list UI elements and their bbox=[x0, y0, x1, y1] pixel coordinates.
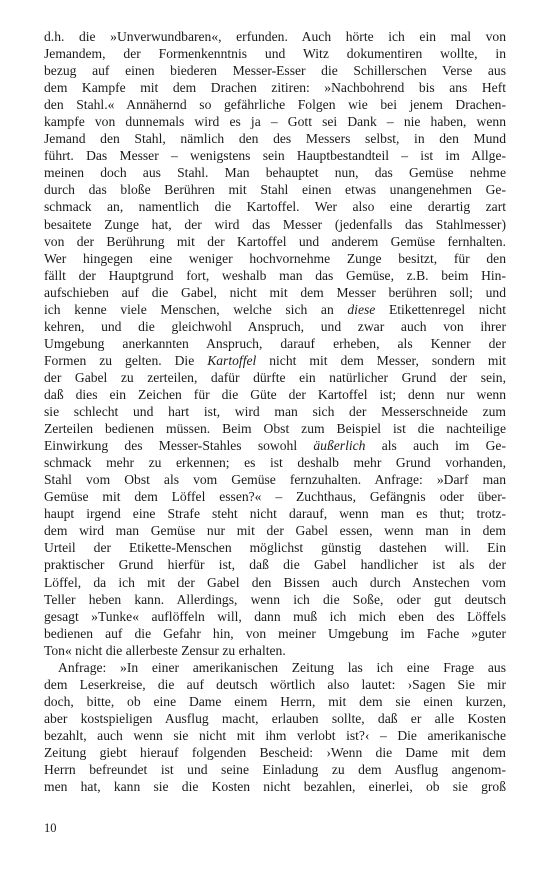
text-line bbox=[44, 352, 506, 369]
text-run: Gemüse mit dem Löffel essen?« – Zuchthaus, Gefängnis oder über- bbox=[44, 489, 506, 505]
text-run: Löffel, da ich mit der Gabel den Bissen auch durch Anstechen vom bbox=[44, 574, 506, 590]
text-run: Formen zu gelten. Die bbox=[44, 352, 208, 368]
text-line bbox=[44, 744, 506, 761]
text-run: als auch im Ge- bbox=[365, 438, 506, 454]
text-line bbox=[44, 778, 506, 795]
text-line bbox=[44, 403, 506, 420]
text-run: men hat, kann sie die Kosten nicht bezahlen, einerlei, ob sie groß bbox=[44, 779, 506, 795]
text-line bbox=[44, 625, 506, 642]
text-line bbox=[44, 45, 506, 62]
text-line bbox=[44, 471, 506, 488]
text-line bbox=[44, 386, 506, 403]
text-line bbox=[44, 335, 506, 352]
text-run: Wer hingegen eine weniger hochvornehme Zunge besitzt, für den bbox=[44, 250, 506, 266]
text-run: Zeitung giebt hierauf folgenden Bescheid: ›Wenn die Dame mit dem bbox=[44, 744, 506, 760]
text-line bbox=[44, 608, 506, 625]
text-line bbox=[44, 676, 506, 693]
text-line bbox=[44, 216, 506, 233]
text-line bbox=[44, 488, 506, 505]
text-run: praktischer Grund hierfür ist, daß die Gabel handlicher ist als der bbox=[44, 557, 506, 573]
text-run: durch das bloße Berühren mit Stahl einen etwas unangenehmen Ge- bbox=[44, 182, 506, 198]
text-run: sie schlecht und hart ist, wird man sich der Messerschneide zum bbox=[44, 404, 506, 420]
text-line bbox=[44, 62, 506, 79]
text-line bbox=[44, 164, 506, 181]
italic-text: diese bbox=[347, 301, 376, 317]
text-run: führt. Das Messer – wenigstens sein Hauptbestandteil – ist im Allge- bbox=[44, 148, 506, 164]
text-line bbox=[44, 113, 506, 130]
text-run: Urteil der Etikette-Menschen möglichst günstig dastehen will. Ein bbox=[44, 540, 506, 556]
text-line bbox=[44, 284, 506, 301]
text-run: Anfrage: »In einer amerikanischen Zeitung las ich eine Frage aus bbox=[58, 659, 506, 675]
text-line bbox=[44, 522, 506, 539]
text-line bbox=[44, 642, 506, 659]
text-run: bezug auf einen biederen Messer-Esser die Schillerschen Verse aus bbox=[44, 63, 506, 79]
text-line bbox=[44, 659, 506, 676]
text-line bbox=[44, 505, 506, 522]
text-line bbox=[44, 267, 506, 284]
text-line bbox=[44, 710, 506, 727]
text-line bbox=[44, 181, 506, 198]
text-line bbox=[44, 420, 506, 437]
text-run: dem wird man Gemüse nur mit der Gabel essen, wenn man in dem bbox=[44, 523, 506, 539]
text-run: bezahlt, auch wenn sie nicht mit ihm verlobt ist?‹ – Die amerikanische bbox=[44, 727, 506, 743]
text-run: von der Berührung mit der Kartoffel und anderem Gemüse fernhalten. bbox=[44, 233, 506, 249]
text-run: Stahl vom Obst als vom Gemüse fernzuhalten. Anfrage: »Darf man bbox=[44, 472, 506, 488]
text-run: doch, bitte, ob eine Dame einem Herrn, mit dem sie einen kurzen, bbox=[44, 693, 506, 709]
body-text bbox=[44, 28, 506, 795]
text-line bbox=[44, 539, 506, 556]
text-line bbox=[44, 130, 506, 147]
text-line bbox=[44, 96, 506, 113]
text-run: nicht mit dem Messer, sondern mit bbox=[256, 352, 506, 368]
text-line bbox=[44, 556, 506, 573]
italic-text: Kartoffel bbox=[207, 352, 257, 368]
text-run: ich kenne viele Menschen, welche sich an bbox=[44, 301, 348, 317]
italic-text: äußerlich bbox=[313, 438, 366, 454]
text-run: schmack mehr zu erkennen; es ist deshalb mehr Grund vorhanden, bbox=[44, 455, 506, 471]
text-run: Jemand den Stahl, nämlich den des Messers selbst, in den Mund bbox=[44, 131, 506, 147]
text-line bbox=[44, 318, 506, 335]
text-run: der Gabel zu zerteilen, dafür dürfte ein natürlicher Grund der sein, bbox=[44, 369, 506, 385]
text-line bbox=[44, 250, 506, 267]
text-run: aufschieben auf die Gabel, nicht mit dem Messer berühren soll; und bbox=[44, 284, 506, 300]
text-run: Zerteilen bedienen müssen. Beim Obst zum Beispiel ist die nachteilige bbox=[44, 421, 506, 437]
text-run: dem Leserkreise, die auf deutsch wörtlich also lautet: ›Sagen Sie mir bbox=[44, 676, 506, 692]
text-run: dem Kampfe mit dem Drachen zitiren: »Nachbohrend bis ans Heft bbox=[44, 80, 506, 96]
text-run: aber kostspieligen Ausflug macht, erlauben sollte, daß er alle Kosten bbox=[44, 710, 506, 726]
text-line bbox=[44, 198, 506, 215]
text-line bbox=[44, 147, 506, 164]
text-run: Ton« nicht die allerbeste Zensur zu erhalten. bbox=[44, 642, 286, 658]
text-run: schmack an, namentlich die Kartoffel. Wer also eine derartig zart bbox=[44, 199, 506, 215]
paragraph bbox=[44, 659, 506, 795]
text-run: fällt der Hauptgrund fort, weshalb man das Gemüse, z.B. beim Hin- bbox=[44, 267, 506, 283]
text-line bbox=[44, 369, 506, 386]
text-run: besaitete Zunge hat, der wird das Messer (jedenfalls das Stahlmesser) bbox=[44, 216, 506, 232]
text-line bbox=[44, 574, 506, 591]
text-run: Jemandem, der Formenkenntnis und Witz dokumentiren wollte, in bbox=[44, 46, 506, 62]
text-run: kampfe von dunnemals wird es ja – Gott sei Dank – nie haben, wenn bbox=[44, 114, 506, 130]
text-line bbox=[44, 727, 506, 744]
paragraph bbox=[44, 28, 506, 659]
text-run: Umgebung anerkannten Anspruch, darauf erheben, als Kenner der bbox=[44, 335, 506, 351]
text-line bbox=[44, 233, 506, 250]
text-run: bedienen auf die Gefahr hin, von meiner Umgebung im Fache »guter bbox=[44, 625, 506, 641]
text-run: Herrn befreundet ist und seine Einladung zu dem Ausflug angenom- bbox=[44, 762, 506, 778]
text-run: Teller heben kann. Allerdings, wenn ich die Soße, oder gut deutsch bbox=[44, 591, 506, 607]
text-line bbox=[44, 79, 506, 96]
text-line bbox=[44, 591, 506, 608]
text-run: Etikettenregel nicht bbox=[375, 301, 506, 317]
text-run: den Stahl.« Annähernd so gefährliche Folgen wie bei jenem Drachen- bbox=[44, 97, 506, 113]
text-run: gesagt »Tunke« auflöffeln will, dann muß ich mich eben des Löffels bbox=[44, 608, 506, 624]
text-run: kehren, und die gleichwohl Anspruch, und zwar auch von ihrer bbox=[44, 318, 506, 334]
text-line bbox=[44, 454, 506, 471]
text-run: daß dies ein Zeichen für die Güte der Kartoffel ist; denn nur wenn bbox=[44, 386, 506, 402]
text-run: haupt irgend eine Strafe steht nicht darauf, wenn man es thut; trotz- bbox=[44, 506, 506, 522]
text-line bbox=[44, 28, 506, 45]
page-number: 10 bbox=[44, 821, 57, 835]
text-line bbox=[44, 693, 506, 710]
text-line bbox=[44, 761, 506, 778]
text-run: Einwirkung des Messer-Stahles sowohl bbox=[44, 438, 314, 454]
text-run: d.h. die »Unverwundbaren«, erfunden. Auch hörte ich ein mal von bbox=[44, 29, 506, 44]
text-line bbox=[44, 437, 506, 454]
text-line bbox=[44, 301, 506, 318]
text-run: meinen doch aus Stahl. Man behauptet nun, das Gemüse nehme bbox=[44, 165, 506, 181]
